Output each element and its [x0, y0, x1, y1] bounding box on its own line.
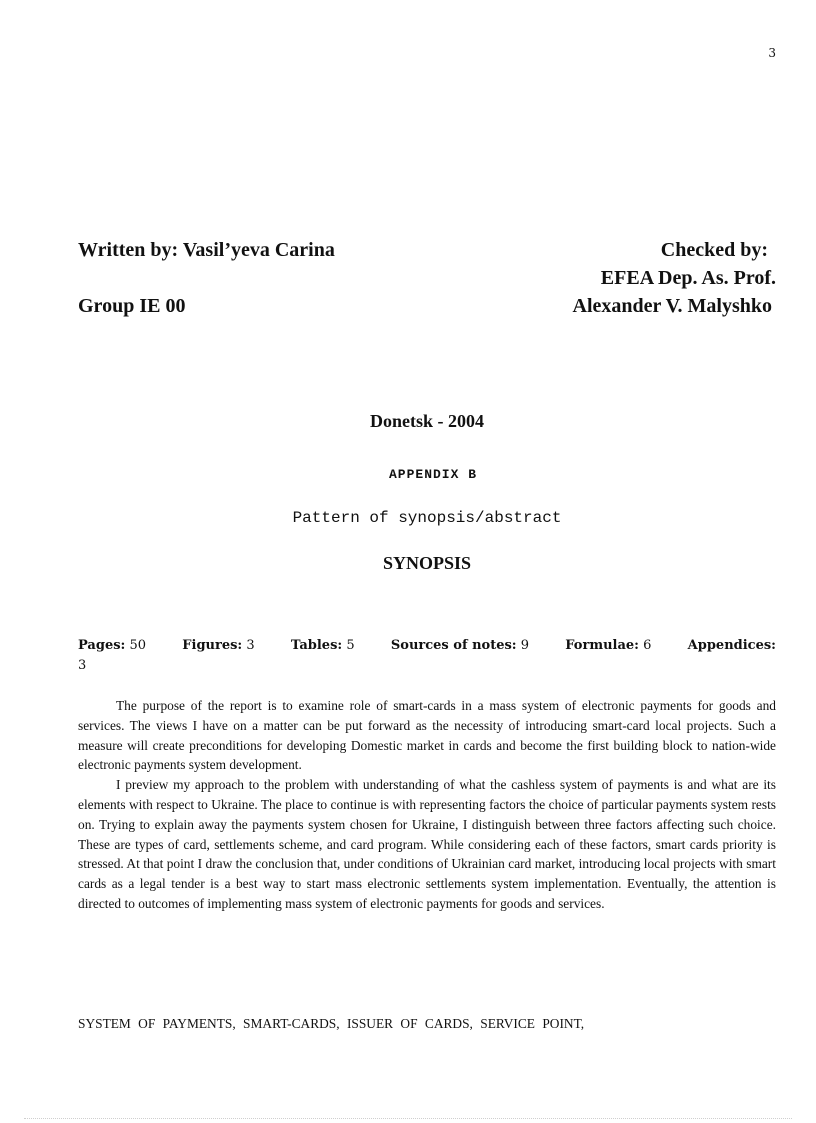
paragraph: The purpose of the report is to examine role of smart-cards in a mass system of electronic payments for goods and services. The views I have on a matter can be put forward as the necessity of introducing smart-card local projects. Such a measure will create preconditions for developing Domestic market in cards and become the first building block to nation-wide electronic payments system development.: [78, 698, 776, 773]
meta-appendices-value: 3: [78, 658, 87, 673]
meta-sources: Sources of notes: 9: [390, 638, 530, 653]
checked-by: Checked by:: [660, 239, 768, 261]
paragraph: I preview my approach to the problem with understanding of what the cashless system of payments is and what are its elements with respect to Ukraine. The place to continue is with representing factors the choice of particular payments system rests on. Trying to explain away the payments system chosen for Ukraine, I distinguish between three factors affecting such choice. These are types of card, settlements scheme, and card program. While considering each of these factors, smart cards priority is stressed. At that point I draw the conclusion that, under conditions of Ukrainian card market, introducing local projects with smart cards as a legal tender is a best way to start mass electronic settlements system implementation. Eventually, the attention is directed to outcomes of implementing mass system of electronic payments for goods and services.: [78, 777, 776, 911]
group: Group IE 00: [78, 295, 186, 317]
keywords: SYSTEM OF PAYMENTS, SMART-CARDS, ISSUER OF CARDS, SERVICE POINT,: [78, 1016, 585, 1031]
meta-row: [78, 636, 776, 656]
written-by: Written by: Vasil’yeva Carina: [78, 239, 335, 261]
meta-pages: Pages: 50: [78, 638, 147, 653]
appendix-title: APPENDIX B: [388, 467, 477, 482]
checker-position: EFEA Dep. As. Prof.: [600, 267, 776, 289]
synopsis-meta: [78, 636, 776, 676]
checker-name: Alexander V. Malyshko: [572, 295, 772, 317]
meta-tables: Tables: 5: [290, 638, 355, 653]
meta-appendices-label: Appendices:: [687, 638, 776, 653]
page-number: 3: [768, 46, 776, 60]
pattern-title: Pattern of synopsis/abstract: [292, 509, 562, 527]
synopsis-title: SYNOPSIS: [382, 553, 472, 573]
synopsis-body: [78, 696, 776, 914]
meta-formulae: Formulae: 6: [565, 638, 652, 653]
meta-figures: Figures: 3: [182, 638, 255, 653]
page-footer-divider: [24, 1118, 792, 1119]
city-year: Donetsk - 2004: [369, 411, 484, 431]
